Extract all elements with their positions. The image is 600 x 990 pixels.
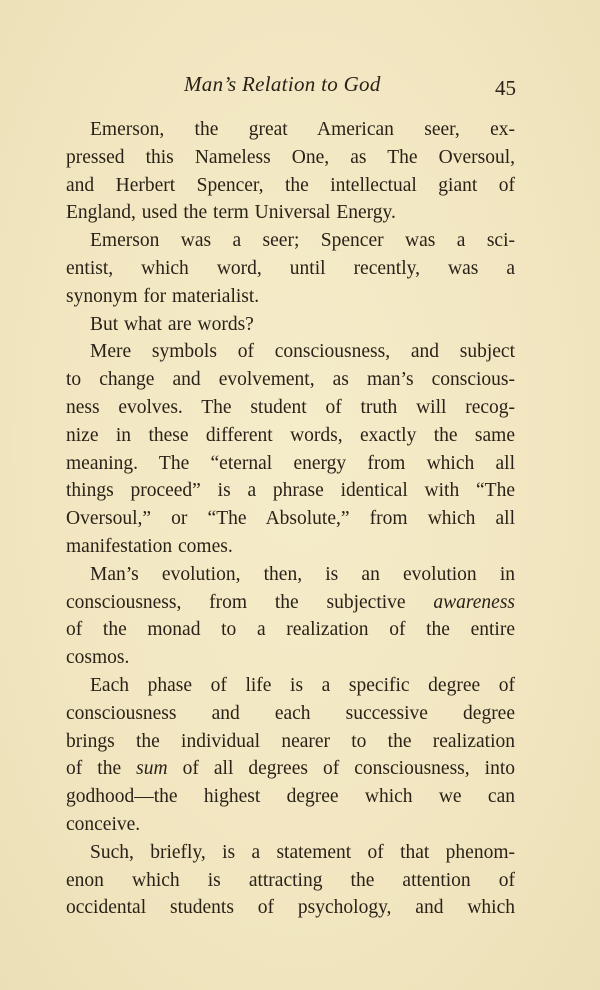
text-line [66,811,515,839]
page-number: 45 [495,76,516,100]
paragraph [66,116,515,227]
italic-word: sum [136,758,168,780]
text-line [66,366,515,394]
paragraph [66,672,515,839]
text-segment: of the monad to a realization of the entire [66,619,515,641]
text-segment: of all degrees of consciousness, into [167,758,515,780]
text-line [66,505,515,533]
text-segment: Each phase of life is a specific degree of [90,674,515,696]
italic-word: awareness [433,591,515,613]
text-line [66,255,515,283]
text-segment: ness evolves. The student of truth will recog- [66,396,515,418]
text-line [66,894,515,922]
text-segment: pressed this Nameless One, as The Oversoul, [66,146,515,168]
text-segment: occidental students of psychology, and which [66,897,515,919]
text-line [66,755,515,783]
text-segment: cosmos. [66,647,130,669]
paragraph [66,839,515,922]
text-segment: Oversoul,” or “The Absolute,” from which all [66,508,515,530]
text-line [66,227,515,255]
page-header [66,72,516,102]
paragraph [66,311,515,339]
text-line [66,199,515,227]
text-segment: manifestation comes. [66,535,233,557]
text-line [66,422,515,450]
text-segment: entist, which word, until recently, was a [66,257,515,279]
text-line [66,172,515,200]
text-segment: Emerson was a seer; Spencer was a sci- [90,230,515,252]
text-line [66,867,515,895]
text-segment: nize in these different words, exactly the same [66,424,515,446]
paragraph [66,561,515,672]
text-segment: and Herbert Spencer, the intellectual giant of [66,174,515,196]
text-segment: consciousness, from the subjective [66,591,434,613]
text-line [66,450,515,478]
text-segment: things proceed” is a phrase identical with “The [66,480,515,502]
text-segment: consciousness and each successive degree [66,702,515,724]
text-line [66,589,515,617]
text-segment: Mere symbols of consciousness, and subject [90,341,515,363]
text-line [66,700,515,728]
text-line [66,616,515,644]
text-segment: Such, briefly, is a statement of that phenom- [90,841,515,863]
text-line [66,477,515,505]
text-segment: brings the individual nearer to the realization [66,730,515,752]
text-segment: of the [66,758,137,780]
text-line [66,561,515,589]
text-line [66,116,515,144]
paragraph [66,338,515,560]
text-line [66,672,515,700]
text-line [66,644,515,672]
page-body [66,116,515,922]
text-segment: England, used the term Universal Energy. [66,202,396,224]
text-segment: meaning. The “eternal energy from which all [66,452,515,474]
text-segment: Emerson, the great American seer, ex- [90,119,515,140]
text-line [66,728,515,756]
text-segment: enon which is attracting the attention of [66,869,515,891]
text-line [66,394,515,422]
text-segment: synonym for materialist. [66,285,260,307]
text-segment: But what are words? [90,313,254,335]
text-line [66,311,515,339]
text-line [66,338,515,366]
paragraph [66,227,515,310]
text-segment: Man’s evolution, then, is an evolution in [90,563,515,585]
text-line [66,839,515,867]
text-line [66,283,515,311]
text-segment: to change and evolvement, as man’s conscious- [66,369,515,391]
text-line [66,533,515,561]
text-line [66,783,515,811]
text-segment: godhood—the highest degree which we can [66,786,515,808]
text-line [66,144,515,172]
text-segment: conceive. [66,813,141,835]
running-title: Man’s Relation to God [184,72,381,96]
